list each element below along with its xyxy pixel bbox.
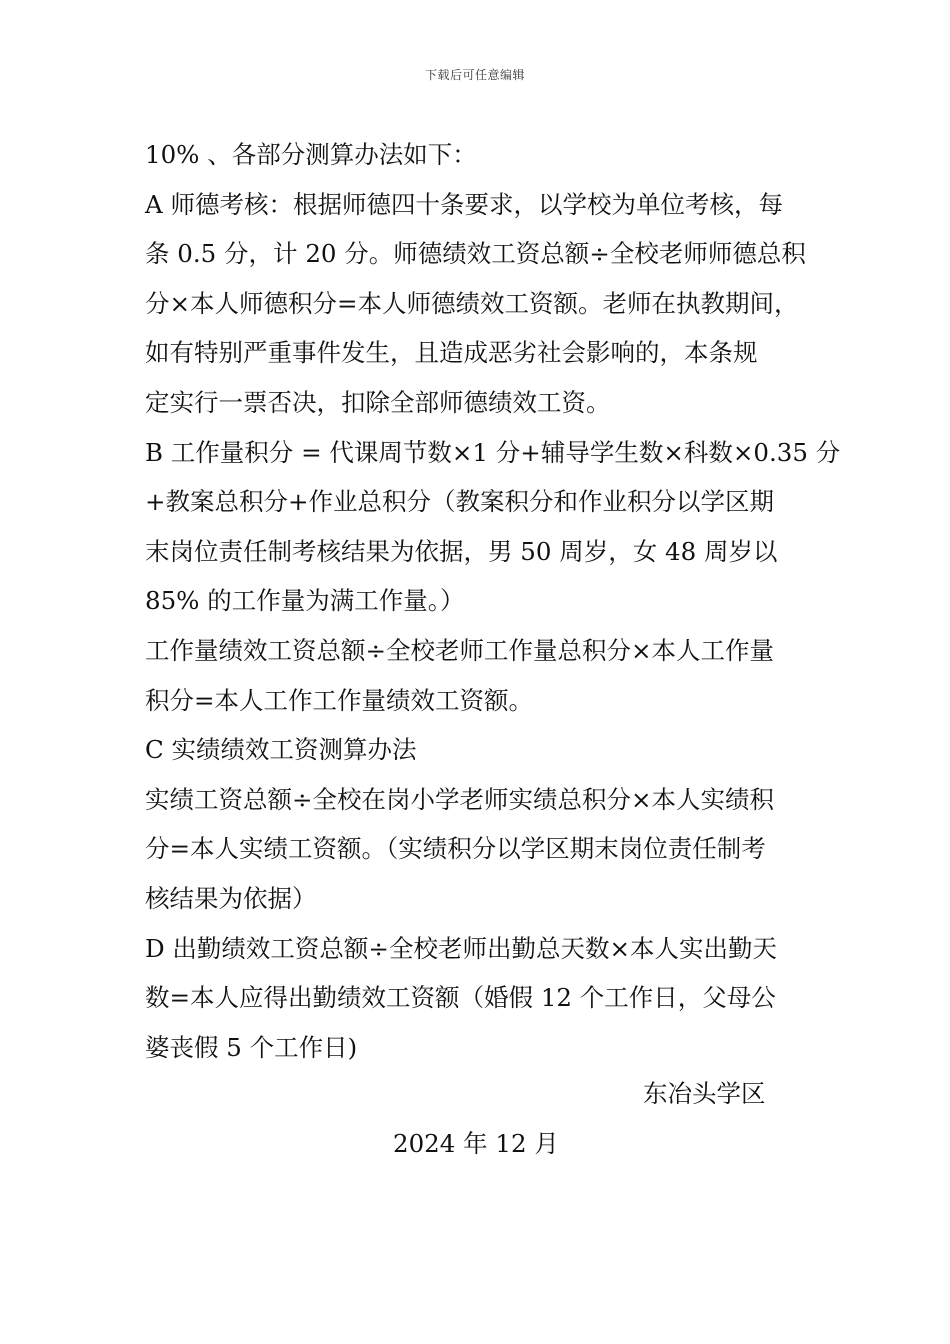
body-line: 85% 的工作量为满工作量。） [145, 586, 465, 616]
body-line: D 出勤绩效工资总额÷全校老师出勤总天数×本人实出勤天 [145, 933, 777, 963]
body-line: B 工作量积分 = 代课周节数×1 分+辅导学生数×科数×0.35 分 [145, 437, 841, 467]
body-line: 婆丧假 5 个工作日) [145, 1032, 358, 1062]
signature-organization: 东冶头学区 [643, 1079, 766, 1108]
body-line: 定实行一票否决，扣除全部师德绩效工资。 [145, 387, 611, 417]
body-line: 工作量绩效工资总额÷全校老师工作量总积分×本人工作量 [145, 635, 775, 665]
signature-date: 2024 年 12 月 [393, 1129, 559, 1158]
document-body [145, 130, 841, 1072]
page-header-note: 下载后可任意编辑 [424, 68, 525, 82]
body-line: 核结果为依据） [145, 883, 317, 913]
body-line: 条 0.5 分，计 20 分。师德绩效工资总额÷全校老师师德总积 [145, 239, 806, 269]
body-line: C 实绩绩效工资测算办法 [145, 735, 417, 765]
body-line: 分×本人师德积分=本人师德绩效工资额。老师在执教期间， [145, 288, 799, 318]
body-line: 分=本人实绩工资额。（实绩积分以学区期末岗位责任制考 [145, 834, 766, 864]
body-line: +教案总积分+作业总积分（教案积分和作业积分以学区期 [145, 487, 775, 517]
body-line: 实绩工资总额÷全校在岗小学老师实绩总积分×本人实绩积 [145, 784, 775, 814]
body-line: 10% 、各部分测算办法如下： [145, 140, 477, 169]
body-line: A 师德考核：根据师德四十条要求，以学校为单位考核，每 [145, 189, 783, 219]
body-line: 末岗位责任制考核结果为依据，男 50 周岁，女 48 周岁以 [145, 536, 778, 566]
body-line: 如有特别严重事件发生，且造成恶劣社会影响的，本条规 [145, 338, 758, 368]
body-line: 数=本人应得出勤绩效工资额（婚假 12 个工作日，父母公 [145, 983, 776, 1013]
body-line: 积分=本人工作工作量绩效工资额。 [145, 685, 534, 715]
